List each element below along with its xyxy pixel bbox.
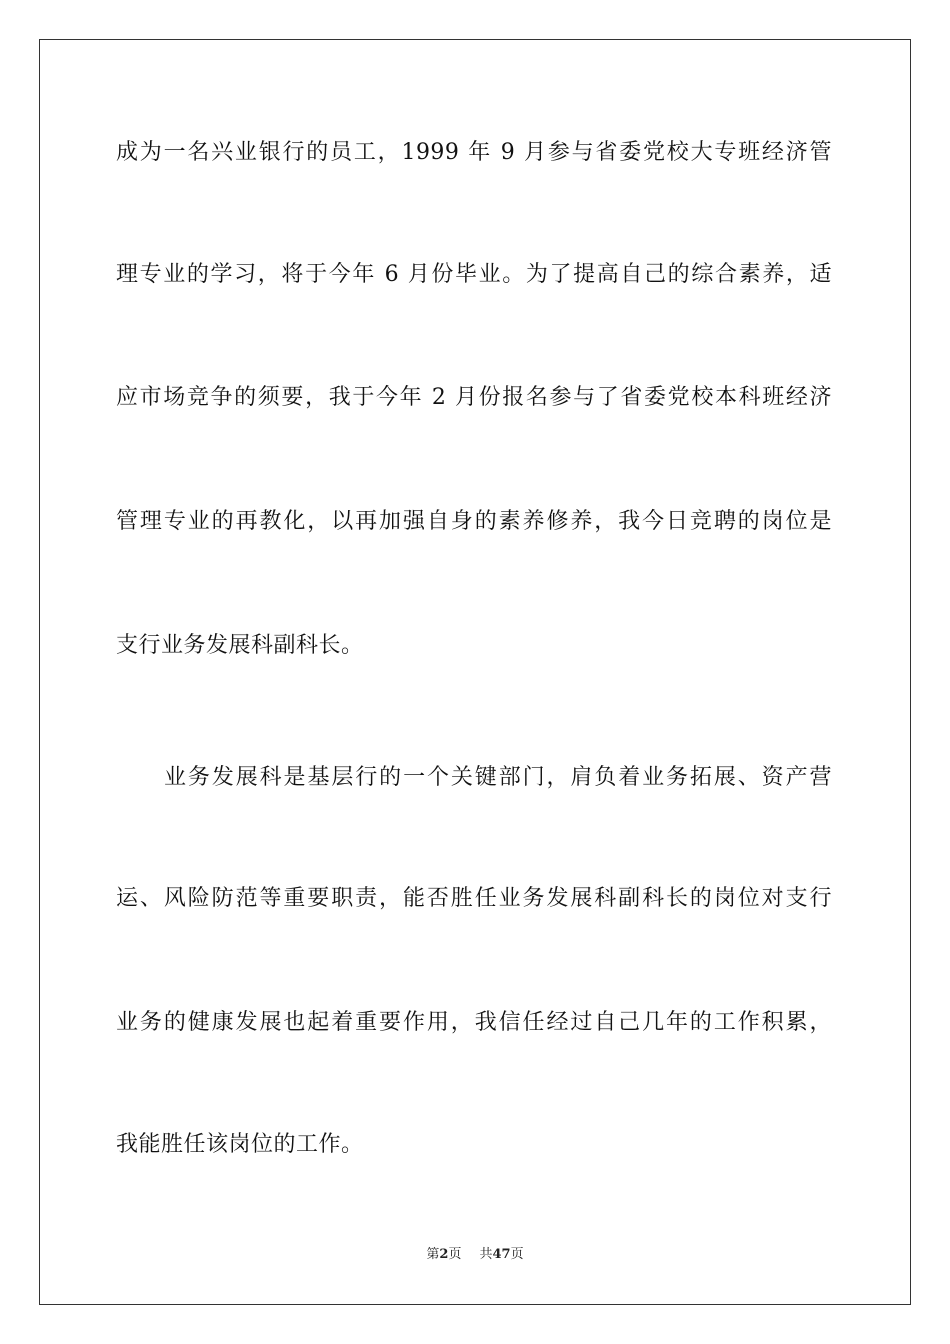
body-line-1: 成为一名兴业银行的员工，1999 年 9 月参与省委党校大专班经济管 bbox=[116, 140, 832, 165]
total-suffix: 页 bbox=[510, 1247, 524, 1262]
body-line-3: 应市场竞争的须要，我于今年 2 月份报名参与了省委党校本科班经济 bbox=[116, 385, 832, 410]
body-line-8: 业务的健康发展也起着重要作用，我信任经过自己几年的工作积累， bbox=[116, 1010, 832, 1035]
body-line-9: 我能胜任该岗位的工作。 bbox=[116, 1132, 364, 1157]
body-line-5: 支行业务发展科副科长。 bbox=[116, 633, 364, 658]
page-footer bbox=[0, 1247, 950, 1263]
body-line-4: 管理专业的再教化，以再加强自身的素养修养，我今日竞聘的岗位是 bbox=[116, 509, 832, 534]
page-suffix: 页 bbox=[448, 1247, 462, 1262]
total-pages: 47 bbox=[492, 1247, 511, 1262]
total-prefix: 共 bbox=[479, 1247, 493, 1262]
body-line-7: 运、风险防范等重要职责，能否胜任业务发展科副科长的岗位对支行 bbox=[116, 886, 832, 911]
body-line-6: 业务发展科是基层行的一个关键部门，肩负着业务拓展、资产营 bbox=[164, 765, 832, 790]
page-number: 2 bbox=[439, 1247, 449, 1262]
page-border bbox=[39, 39, 911, 1305]
page-prefix: 第 bbox=[426, 1247, 440, 1262]
body-line-2: 理专业的学习，将于今年 6 月份毕业。为了提高自己的综合素养，适 bbox=[116, 262, 832, 287]
